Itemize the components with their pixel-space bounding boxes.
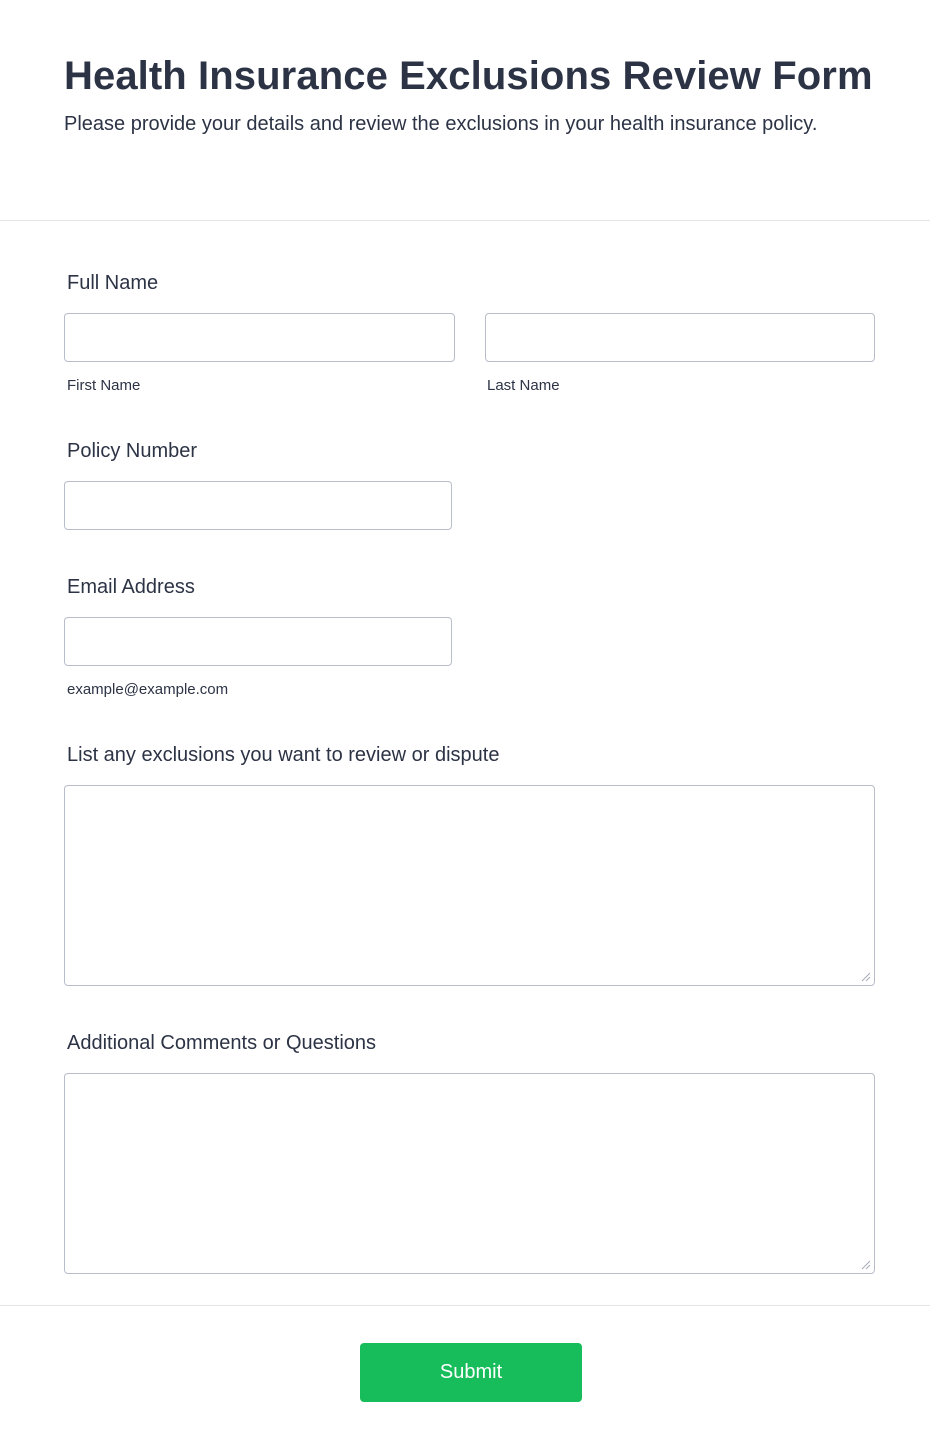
comments-textarea[interactable] (64, 1073, 875, 1274)
email-sublabel: example@example.com (67, 681, 229, 698)
resize-grip-icon[interactable] (859, 970, 871, 982)
email-label: Email Address (67, 576, 195, 598)
last-name-input[interactable] (485, 313, 875, 362)
page-subtitle: Please provide your details and review the exclusions in your health insurance policy. (64, 113, 818, 135)
policy-number-input[interactable] (64, 481, 452, 530)
full-name-label: Full Name (67, 272, 159, 294)
policy-number-label: Policy Number (67, 440, 198, 462)
footer-divider (0, 1305, 930, 1306)
email-input[interactable] (64, 617, 452, 666)
comments-label: Additional Comments or Questions (67, 1032, 377, 1054)
exclusions-label: List any exclusions you want to review or dispute (67, 744, 500, 766)
exclusions-textarea[interactable] (64, 785, 875, 986)
first-name-sublabel: First Name (67, 377, 141, 394)
first-name-input[interactable] (64, 313, 455, 362)
page-title: Health Insurance Exclusions Review Form (64, 54, 873, 98)
form-header (0, 0, 930, 221)
last-name-sublabel: Last Name (487, 377, 560, 394)
submit-button[interactable]: Submit (360, 1343, 582, 1402)
resize-grip-icon[interactable] (859, 1258, 871, 1270)
